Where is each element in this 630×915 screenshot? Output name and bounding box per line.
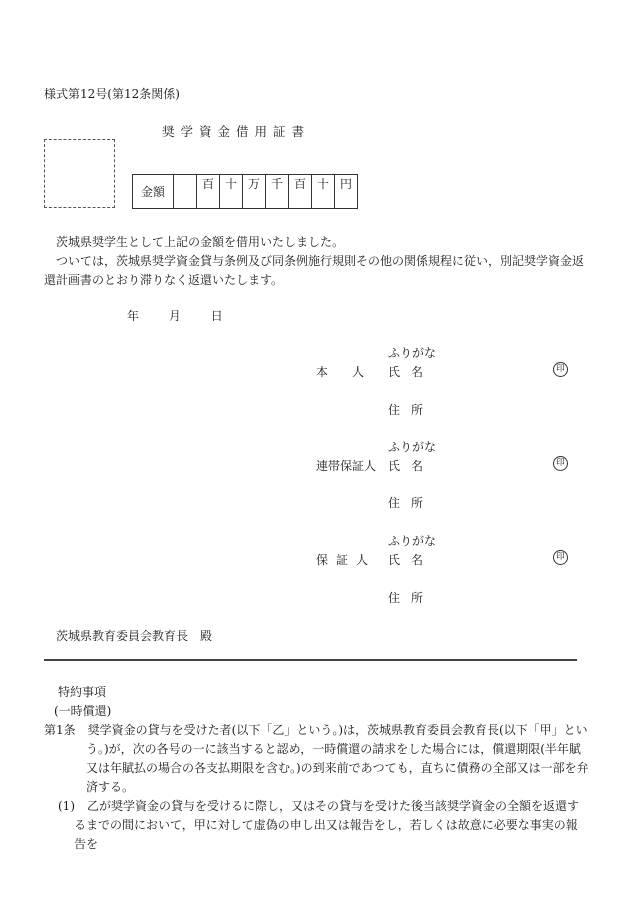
amount-unit-thousand: 千 — [266, 175, 289, 209]
document-title: 奨学資金借用証書 — [162, 124, 311, 139]
article-1-item-1: (1) 乙が奨学資金の貸与を受けるに際し，又はその貸与を受けた後当該奨学資金の全額を返還するまでの間において，甲に対して虚偽の申し出又は報告をし，若しくは故意に必要な事実の報告を — [58, 799, 580, 851]
date-year: 年 — [127, 309, 140, 323]
declaration — [44, 233, 589, 290]
furigana-label-joint-guarantor: ふりがな — [388, 440, 437, 454]
form-number: 様式第12号(第12条関係) — [44, 87, 180, 101]
section-divider — [44, 659, 577, 661]
declaration-line-1: 茨城県奨学生として上記の金額を借用いたしました。 — [56, 235, 345, 249]
seal-icon-joint-guarantor: 印 — [553, 456, 568, 471]
amount-unit-ten: 十 — [312, 175, 335, 209]
name-label-principal: 氏名 — [388, 365, 435, 379]
role-principal: 本人 — [316, 365, 389, 379]
amount-cell-lead — [174, 175, 197, 209]
revenue-stamp-box — [44, 139, 115, 208]
furigana-label-principal: ふりがな — [388, 346, 437, 360]
special-terms-subheading: (一時償還) — [54, 704, 112, 718]
name-label-guarantor: 氏名 — [388, 553, 435, 567]
amount-unit-ten-man: 十 — [220, 175, 243, 209]
amount-table — [132, 174, 358, 209]
special-terms — [44, 683, 589, 854]
seal-icon-principal: 印 — [553, 362, 568, 377]
name-label-joint-guarantor: 氏名 — [388, 459, 435, 473]
address-label-principal: 住所 — [388, 403, 435, 417]
role-joint-guarantor: 連帯保証人 — [316, 459, 377, 473]
declaration-line-2: ついては，茨城県奨学資金貸与条例及び同条例施行規則その他の関係規程に従い，別記奨学資金返還計画書のとおり滞りなく返還いたします。 — [44, 254, 585, 287]
address-label-joint-guarantor: 住所 — [388, 496, 435, 510]
role-guarantor: 保証人 — [316, 553, 377, 567]
amount-unit-yen: 円 — [335, 175, 358, 209]
article-1: 第1条 奨学資金の貸与を受けた者(以下「乙」という。)は，茨城県教育委員会教育長(以下「甲」という。)が，次の各号の一に該当すると認め，一時償還の請求をした場合には，償還期限(半年賦又は年賦払の場合の各支払期限を含む。)の到来前であつても，直ちに債務の全部又は一部を弁済する。 — [44, 723, 589, 794]
special-terms-heading: 特約事項 — [58, 685, 107, 699]
amount-unit-man: 万 — [243, 175, 266, 209]
date-line — [127, 307, 249, 324]
address-label-guarantor: 住所 — [388, 591, 435, 605]
date-month: 月 — [168, 309, 181, 323]
seal-icon-guarantor: 印 — [553, 550, 568, 565]
furigana-label-guarantor: ふりがな — [388, 534, 437, 548]
date-day: 日 — [210, 309, 223, 323]
amount-unit-hundred-man: 百 — [197, 175, 220, 209]
amount-unit-hundred: 百 — [289, 175, 312, 209]
addressee: 茨城県教育委員会教育長 殿 — [56, 629, 213, 643]
amount-label: 金額 — [133, 175, 174, 209]
